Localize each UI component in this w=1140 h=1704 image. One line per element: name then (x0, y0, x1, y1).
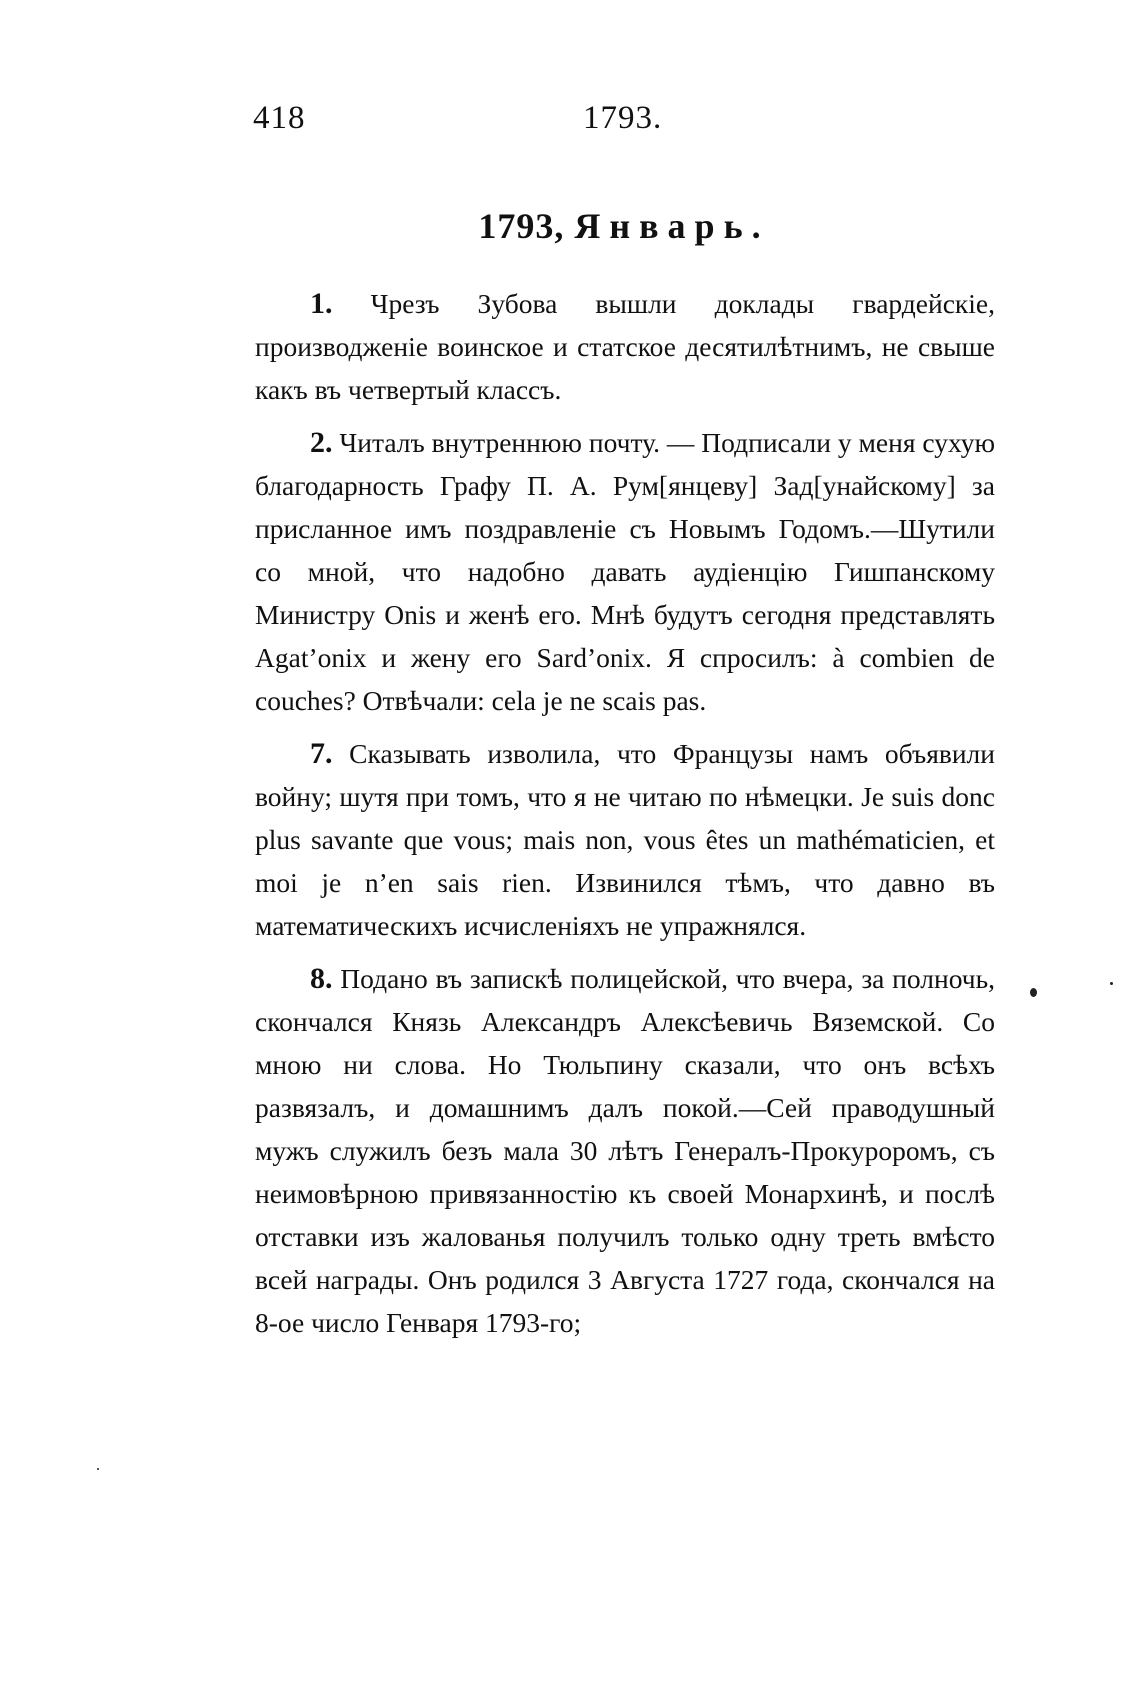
entry-number: 2. (310, 426, 333, 459)
page-number: 418 (253, 100, 306, 136)
section-title-month: Январь. (574, 206, 770, 246)
diary-entry-2 (255, 421, 995, 722)
section-title (253, 205, 995, 247)
scan-speck (1030, 988, 1037, 997)
section-title-year: 1793, (478, 206, 565, 246)
scan-speck (97, 1468, 99, 1470)
entry-text: Чрезъ Зубова вышли доклады гвардейскіе, производженіе воинское и статское десятилѣтнимъ, не свыше какъ въ четвертый классъ. (255, 288, 995, 405)
running-head (253, 100, 663, 150)
scan-speck (1110, 982, 1113, 985)
body-text (255, 282, 995, 1354)
entry-text: Читалъ внутреннюю почту. — Подписали у меня сухую благодарность Графу П. А. Рум[янцеву] Зад[унайскому] за присланное имъ поздравленіе съ Новымъ Годомъ.—Шутили со мной, что надобно давать аудіенцію Гишпанскому Министру Onis и женѣ его. Мнѣ будутъ сегодня представлять Agat’onix и жену его Sard’onix. Я спросилъ: à combien de couches? Отвѣчали: cela je ne scais pas. (255, 427, 996, 716)
diary-entry-1 (255, 282, 995, 411)
entry-number: 1. (310, 287, 333, 320)
entry-number: 8. (310, 962, 333, 995)
entry-number: 7. (310, 737, 333, 770)
diary-entry-8 (255, 957, 995, 1344)
entry-text: Сказывать изволила, что Французы намъ объявили войну; шутя при томъ, что я не читаю по нѣмецки. Je suis donc plus savante que vous; mais non, vous êtes un mathématicien, et moi je n’en sais rien. Извинился тѣмъ, что давно въ математическихъ исчисленіяхъ не упражнялся. (255, 738, 995, 941)
running-head-year: 1793. (583, 100, 663, 136)
entry-text: Подано въ запискѣ полицейской, что вчера, за полночь, скончался Князь Александръ Алексѣевичь Вяземской. Со мною ни слова. Но Тюльпину сказали, что онъ всѣхъ развязалъ, и домашнимъ далъ покой.—Сей праводушный мужъ служилъ безъ мала 30 лѣтъ Генералъ-Прокуроромъ, съ неимовѣрною привязанностію къ своей Монархинѣ, и послѣ отставки изъ жалованья получилъ только одну треть вмѣсто всей награды. Онъ родился 3 Августа 1727 года, скончался на 8-ое число Генваря 1793-го; (255, 963, 995, 1338)
diary-entry-7 (255, 732, 995, 947)
